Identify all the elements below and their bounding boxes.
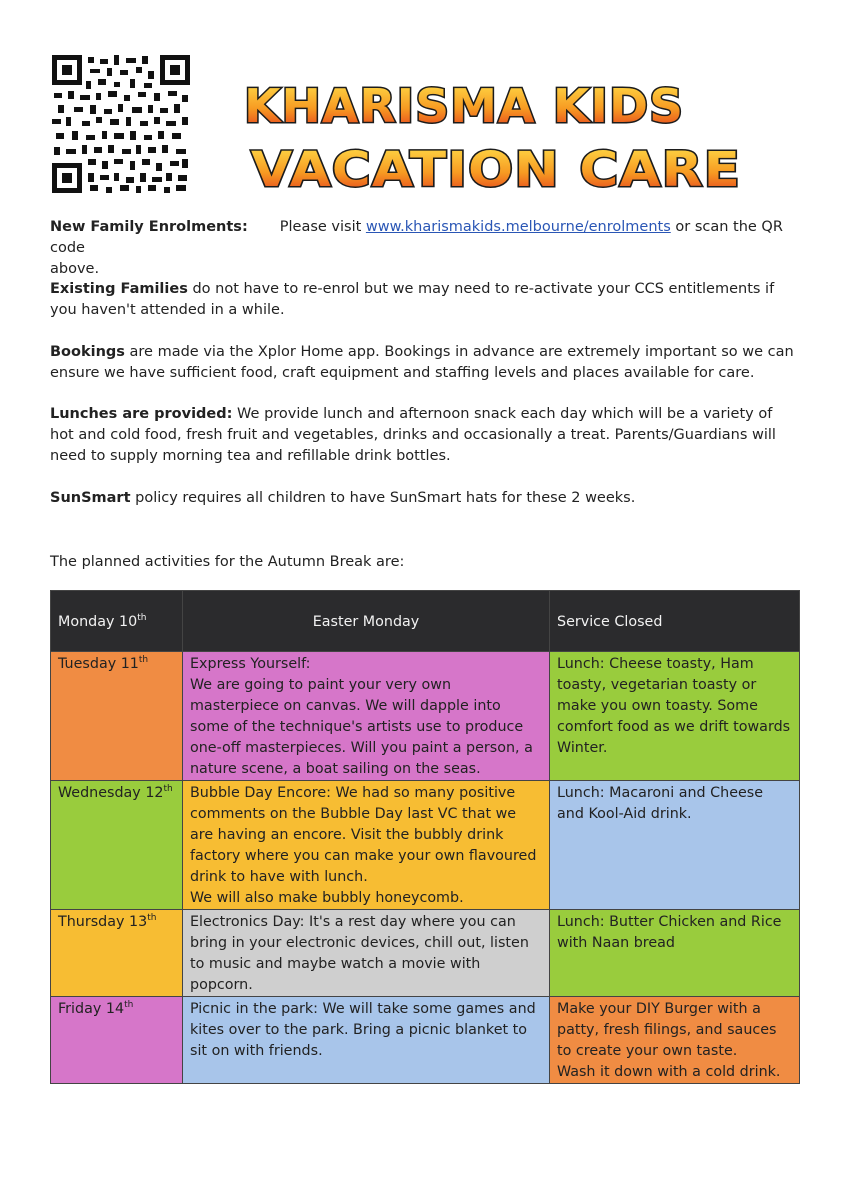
table-row — [51, 781, 800, 910]
table-row — [51, 591, 800, 652]
qr-code-icon — [52, 55, 190, 193]
sunsmart-label: SunSmart — [50, 490, 131, 506]
enrolment-paragraph — [50, 217, 800, 280]
table-row — [51, 910, 800, 997]
bookings-text: are made via the Xplor Home app. Bookings in advance are extremely important so we can ensure we have sufficient food, craft equipment and staffing levels and places available for care. — [50, 344, 794, 381]
sunsmart-text: policy requires all children to have SunSmart hats for these 2 weeks. — [130, 490, 636, 506]
table-row — [51, 652, 800, 781]
activities-table — [50, 590, 800, 1084]
existing-text: do not have to re-enrol but we may need to re-activate your CCS entitlements if you haven't attended in a while. — [50, 281, 775, 318]
bookings-paragraph — [50, 342, 800, 384]
enrolment-link[interactable]: www.kharismakids.melbourne/enrolments — [365, 219, 671, 235]
lunch-cell: Lunch: Butter Chicken and Rice with Naan bread — [550, 910, 800, 997]
day-cell: Monday 10th — [51, 591, 183, 652]
table-row — [51, 997, 800, 1084]
enrol-post: or scan the QR code — [50, 219, 783, 256]
lunches-label: Lunches are provided: — [50, 406, 233, 422]
enrol-label: New Family Enrolments: — [50, 219, 248, 235]
activity-cell: Easter Monday — [183, 591, 550, 652]
day-cell: Thursday 13th — [51, 910, 183, 997]
existing-families-paragraph — [50, 279, 800, 321]
lunches-paragraph — [50, 404, 800, 467]
activity-cell: Picnic in the park: We will take some games and kites over to the park. Bring a picnic blanket to sit on with friends. — [183, 997, 550, 1084]
day-cell: Tuesday 11th — [51, 652, 183, 781]
existing-label: Existing Families — [50, 281, 188, 297]
bookings-label: Bookings — [50, 344, 125, 360]
lunches-text: We provide lunch and afternoon snack each day which will be a variety of hot and cold food, fresh fruit and vegetables, drinks and occasionally a treat. Parents/Guardians will need to supply morning tea and refillable drink bottles. — [50, 406, 776, 464]
activity-cell: Bubble Day Encore: We had so many positive comments on the Bubble Day last VC that we are having an encore. Visit the bubbly drink factory where you can make your own flavoured drink to have with lunch. We will also make bubbly honeycomb. — [183, 781, 550, 910]
activities-intro: The planned activities for the Autumn Break are: — [50, 554, 405, 570]
lunch-cell: Service Closed — [550, 591, 800, 652]
activity-cell: Express Yourself: We are going to paint your very own masterpiece on canvas. We will dapple into some of the technique's artists use to produce one-off masterpieces. Will you paint a person, a nature scene, a boat sailing on the seas. — [183, 652, 550, 781]
day-cell: Friday 14th — [51, 997, 183, 1084]
lunch-cell: Make your DIY Burger with a patty, fresh filings, and sauces to create your own taste. Wash it down with a cold drink. — [550, 997, 800, 1084]
activity-cell: Electronics Day: It's a rest day where you can bring in your electronic devices, chill out, listen to music and maybe watch a movie with popcorn. — [183, 910, 550, 997]
enrol-wrap: above. — [50, 261, 100, 277]
lunch-cell: Lunch: Macaroni and Cheese and Kool-Aid drink. — [550, 781, 800, 910]
title-line-1: KHARISMA KIDS — [244, 79, 684, 133]
lunch-cell: Lunch: Cheese toasty, Ham toasty, vegetarian toasty or make you own toasty. Some comfort food as we drift towards Winter. — [550, 652, 800, 781]
enrol-pre: Please visit — [279, 219, 366, 235]
sunsmart-paragraph — [50, 488, 800, 509]
title-logo — [238, 68, 758, 208]
title-line-2: VACATION CARE — [251, 142, 741, 198]
day-cell: Wednesday 12th — [51, 781, 183, 910]
